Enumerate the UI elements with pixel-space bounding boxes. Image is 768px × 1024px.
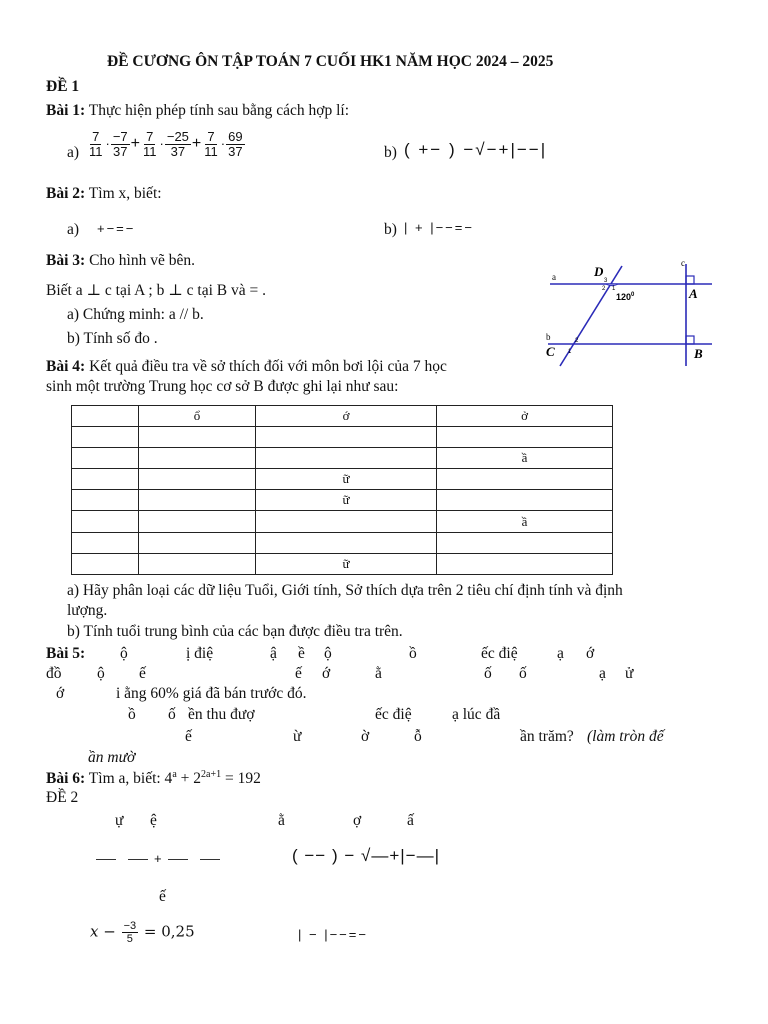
bai1-b-expression: ( +− ) −√−+|−−| [404, 140, 548, 159]
fraction-bar [96, 859, 116, 860]
plus-sign: + [154, 851, 162, 866]
bai1-a-label: a) [67, 144, 80, 161]
bai2-a-label: a) [67, 221, 80, 238]
text-fragment: ử [625, 665, 634, 682]
geometry-figure [540, 258, 730, 370]
right-angle-b [686, 336, 694, 344]
text-fragment: ố [519, 665, 527, 682]
table-header-row [72, 406, 613, 427]
fraction-bar [200, 859, 220, 860]
text-fragment: ố [168, 706, 176, 723]
de2-x-char: ế [159, 888, 166, 905]
text-fragment: ề [298, 645, 305, 662]
text-fragment: ộ [120, 645, 128, 662]
bai2-b-label: b) [384, 221, 397, 238]
table-cell [139, 532, 256, 553]
bai1-a-expression: $\frac{7}{11}$ · $\frac{-7}{37}$ + $\frac{7}{11}$ · $\frac{-25}{37}$ + $\frac{7}{11}$ · $\frac{69}{37}$ [89, 129, 243, 160]
bai6-text: Tìm a, biết: 4 [88, 770, 173, 788]
bai2-a-expression: +−=− [97, 221, 136, 236]
table-cell: ở [437, 406, 613, 427]
text-fragment: ếc điệ [375, 706, 412, 723]
table-cell [139, 427, 256, 448]
bai4-line2: sinh một trường Trung học cơ sở B được ghi lại như sau: [46, 378, 399, 395]
fraction: $\frac{7}{11}$ [143, 129, 157, 160]
table-cell [72, 490, 139, 511]
table-cell [437, 469, 613, 490]
bai3-question-b: b) Tính số đo . [67, 330, 158, 347]
table-cell: ổ [139, 406, 256, 427]
table-cell [139, 511, 256, 532]
section-de2-label: ĐỀ 2 [46, 789, 79, 806]
table-cell [256, 532, 437, 553]
table-cell [139, 553, 256, 574]
table-cell [139, 469, 256, 490]
text-fragment: ệ [150, 812, 157, 829]
bai2-b-expression: | + |−−=− [404, 220, 474, 235]
de2-eq-a [90, 920, 195, 945]
table-row [72, 532, 613, 553]
fraction: $\frac{-3}{5}$ [123, 920, 137, 946]
survey-table [71, 405, 613, 575]
text-fragment: ự [115, 812, 124, 829]
text-fragment: ờ [361, 728, 370, 745]
text-fragment: ế [295, 665, 302, 682]
bai6-end: = 192 [221, 770, 261, 788]
table-cell [72, 427, 139, 448]
table-cell: ầ [437, 448, 613, 469]
bai4-line1 [46, 358, 447, 376]
text-fragment: ớ [586, 645, 595, 662]
table-cell [256, 427, 437, 448]
text-fragment: ậ [270, 645, 277, 662]
angle-index-2b: 2 [575, 338, 579, 344]
table-cell: ữ [256, 553, 437, 574]
bai6-exp2: 2a+1 [201, 769, 222, 780]
text-fragment: ằ [278, 812, 285, 829]
label-D: D [594, 264, 604, 279]
text-fragment: ần trăm? [520, 728, 574, 745]
bai2-text: Tìm x, biết: [88, 185, 162, 202]
text-fragment: ằ [375, 665, 382, 682]
table-row [72, 469, 613, 490]
bai4-question-a-line2: lượng. [67, 602, 108, 619]
fraction-bar [128, 859, 148, 860]
eq-a-right: = 0,25 [143, 922, 195, 941]
bai1-b-label: b) [384, 144, 397, 161]
eq-a-left: x − [90, 922, 116, 941]
table-cell [437, 553, 613, 574]
angle-index-1b: 1 [568, 349, 572, 355]
label-C: C [546, 344, 555, 359]
table-row [72, 427, 613, 448]
table-cell [139, 448, 256, 469]
bai4-question-b: b) Tính tuổi trung bình của các bạn được điều tra trên. [67, 623, 403, 640]
fraction: $\frac{7}{11}$ [204, 129, 218, 160]
bai2-heading [46, 185, 162, 203]
fraction: $\frac{7}{11}$ [89, 129, 103, 160]
text-fragment: ỗ [414, 728, 422, 745]
table-cell [72, 448, 139, 469]
table-cell [72, 532, 139, 553]
bai6-exp1: a [172, 769, 177, 780]
table-cell [256, 511, 437, 532]
label-c: c [681, 258, 685, 268]
bai5-line6: ần mườ [88, 749, 136, 766]
text-fragment: ạ lúc đầ [452, 706, 501, 723]
text-fragment: ếc điệ [481, 645, 518, 662]
text-fragment: ớ [56, 685, 65, 702]
table-row [72, 511, 613, 532]
angle-value-label [616, 292, 635, 302]
page-title: ĐỀ CƯƠNG ÔN TẬP TOÁN 7 CUỐI HK1 NĂM HỌC 2024 – 2025 [107, 53, 554, 70]
fraction: $\frac{69}{37}$ [228, 129, 243, 160]
text-fragment: ừ [293, 728, 302, 745]
fraction-bar [168, 859, 188, 860]
bai4-label: Bài 4: [46, 358, 86, 375]
table-cell [72, 511, 139, 532]
angle-index-3: 3 [604, 278, 608, 284]
text-fragment: ồ [409, 645, 417, 662]
table-cell: ữ [256, 469, 437, 490]
table-row [72, 553, 613, 574]
table-cell [72, 406, 139, 427]
bai3-text: Cho hình vẽ bên. [89, 252, 195, 269]
angle-value: 120 [616, 292, 632, 302]
bai6-label: Bài 6: [46, 770, 86, 788]
text-fragment: ộ [324, 645, 332, 662]
text-fragment: ền thu đượ [188, 706, 255, 723]
table-cell [256, 448, 437, 469]
text-fragment: ị điệ [186, 645, 214, 662]
label-b: b [546, 332, 551, 342]
bai4-question-a-line1: a) Hãy phân loại các dữ liệu Tuổi, Giới tính, Sở thích dựa trên 2 tiêu chí định tính và định [67, 582, 623, 599]
label-a: a [552, 272, 556, 282]
de2-eq-b: | − |−−=− [298, 927, 368, 942]
text-fragment: ế [185, 728, 192, 745]
bai3-heading [46, 252, 195, 270]
right-angle-a [686, 276, 694, 284]
bai3-label: Bài 3: [46, 252, 86, 269]
table-row [72, 490, 613, 511]
angle-index-1: 1 [612, 286, 616, 292]
bai3-question-a: a) Chứng minh: a // b. [67, 306, 204, 323]
table-cell: ữ [256, 490, 437, 511]
text-fragment: ấ [407, 812, 414, 829]
fraction: $\frac{-7}{37}$ [112, 129, 128, 160]
bai3-given: Biết a ⊥ c tại A ; b ⊥ c tại B và = . [46, 282, 266, 299]
bai6-line [46, 769, 261, 788]
bai1-text: Thực hiện phép tính sau bằng cách hợp lí: [88, 102, 350, 119]
table-cell [139, 490, 256, 511]
text-fragment: ồ [128, 706, 136, 723]
label-B: B [694, 346, 703, 361]
text-fragment: i ằng 60% giá đã bán trước đó. [116, 685, 307, 702]
de2-row-b: ( −− ) − √—+|−—| [292, 846, 441, 865]
table-cell [437, 490, 613, 511]
bai6-mid: + 2 [176, 770, 202, 788]
bai5-label: Bài 5: [46, 645, 86, 662]
label-A: A [689, 286, 698, 301]
text-fragment: ạ [599, 665, 606, 682]
table-row [72, 448, 613, 469]
text-fragment: ớ [322, 665, 331, 682]
bai2-label: Bài 2: [46, 185, 86, 202]
degree-sign: 0 [631, 292, 635, 298]
bai1-label: Bài 1: [46, 102, 86, 119]
text-fragment: ạ [557, 645, 564, 662]
section-de1-label: ĐỀ 1 [46, 78, 80, 95]
table-cell [72, 553, 139, 574]
bai1-heading [46, 102, 349, 120]
text-fragment: ợ [353, 812, 362, 829]
angle-index-2: 2 [602, 286, 606, 292]
text-fragment: đồ [46, 665, 62, 682]
text-fragment: ố [484, 665, 492, 682]
text-fragment: ế [139, 665, 146, 682]
table-cell: ầ [437, 511, 613, 532]
text-fragment: ộ [97, 665, 105, 682]
de2-row-a [90, 850, 226, 868]
table-cell [437, 532, 613, 553]
bai5-round-note: (làm tròn đế [587, 728, 664, 745]
table-cell: ớ [256, 406, 437, 427]
table-cell [437, 427, 613, 448]
fraction: $\frac{-25}{37}$ [166, 129, 189, 160]
bai4-text: Kết quả điều tra về sở thích đối với môn bơi lội của 7 học [89, 358, 447, 375]
table-cell [72, 469, 139, 490]
